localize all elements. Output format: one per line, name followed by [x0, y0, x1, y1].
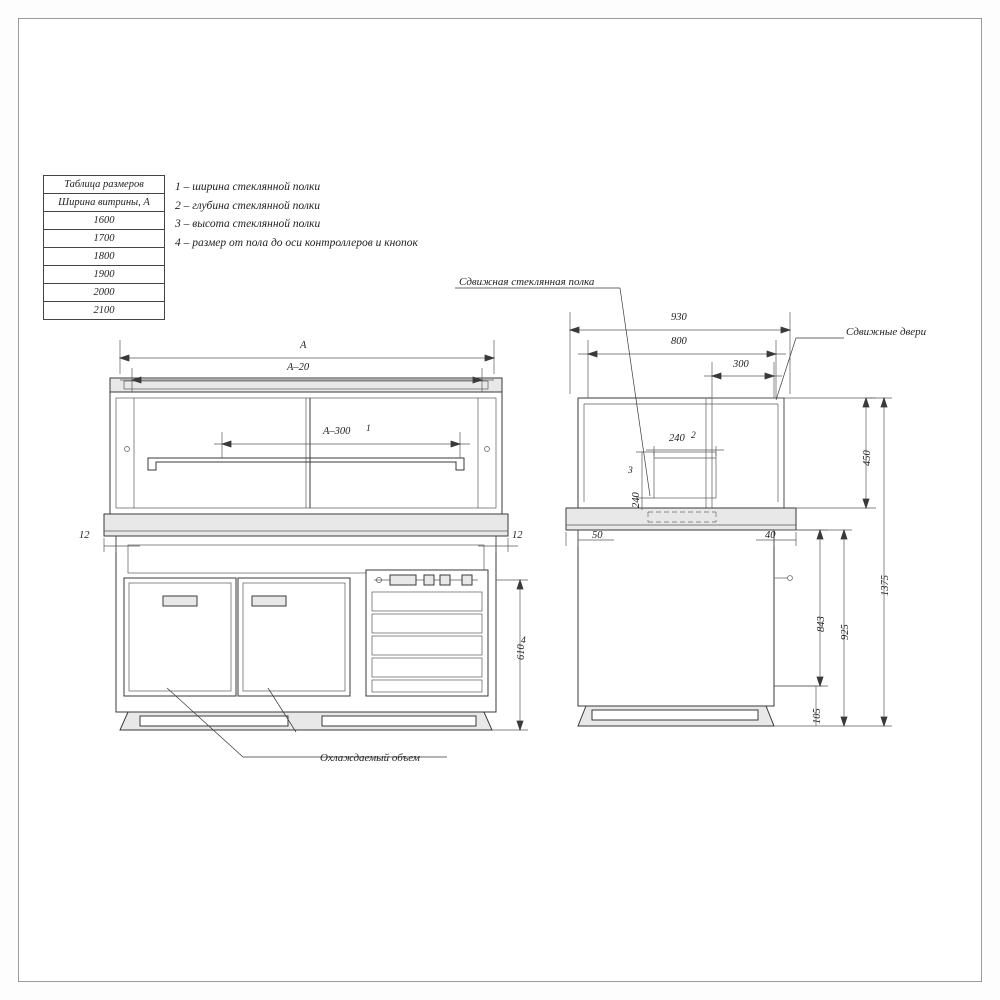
legend-item-4: 4 – размер от пола до оси контроллеров и кнопок	[175, 236, 418, 249]
size-table-header: Таблица размеров	[44, 176, 165, 194]
dim-glass-width: А–20	[287, 362, 310, 373]
dim-shelf-depth: 240	[669, 433, 685, 444]
dim-base-height: 105	[812, 708, 823, 724]
table-row: 1600	[44, 212, 165, 230]
dim-left-offset: 12	[79, 530, 90, 541]
dim-body-height: 843	[816, 616, 827, 632]
dim-shelf-width: А–300	[323, 426, 351, 437]
dim-shelf-width-note: 1	[366, 424, 371, 434]
dim-shelf-height: 240	[631, 492, 642, 508]
dim-overall-width: А	[300, 340, 307, 351]
dim-front-offset: 50	[592, 530, 603, 541]
table-row: 2100	[44, 302, 165, 320]
table-row: 1800	[44, 248, 165, 266]
legend-item-2: 2 – глубина стеклянной полки	[175, 199, 321, 212]
legend-item-1: 1 – ширина стеклянной полки	[175, 181, 321, 193]
table-row: 1700	[44, 230, 165, 248]
dim-controller-height: 610	[516, 644, 527, 660]
dim-worktop-height: 925	[840, 624, 851, 640]
size-table-column-header: Ширина витрины, А	[44, 194, 165, 212]
callout-sliding-doors: Сдвижные двери	[846, 326, 927, 338]
dim-right-offset: 12	[512, 530, 523, 541]
dim-total-height: 1375	[880, 575, 891, 596]
dim-inner-depth: 800	[671, 336, 687, 347]
dim-shelf-height-note: 3	[628, 466, 633, 476]
dim-total-depth: 930	[671, 312, 687, 323]
table-row: 1900	[44, 266, 165, 284]
table-row: 2000	[44, 284, 165, 302]
dim-door-depth: 300	[733, 359, 749, 370]
callout-sliding-glass-shelf: Сдвижная стеклянная полка	[459, 276, 595, 288]
legend-item-3: 3 – высота стеклянной полки	[175, 218, 321, 230]
dim-glass-height: 450	[862, 450, 873, 466]
dim-controller-height-note: 4	[521, 636, 526, 646]
callout-cooled-volume: Охлаждаемый объем	[320, 752, 420, 764]
dim-rear-offset: 40	[765, 530, 776, 541]
dim-shelf-depth-note: 2	[691, 431, 696, 441]
